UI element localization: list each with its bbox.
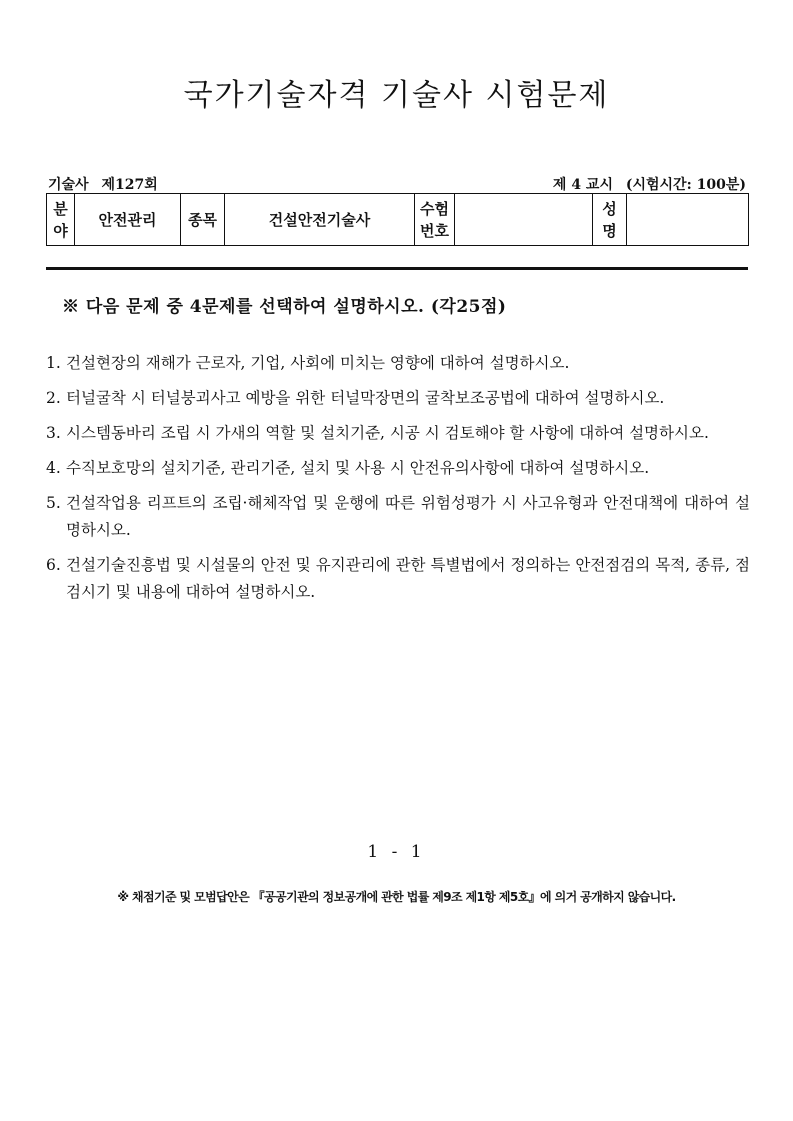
exam-info-row bbox=[47, 194, 749, 246]
exam-meta-right bbox=[553, 174, 746, 194]
page-number: 1 - 1 bbox=[367, 842, 426, 862]
question-text: 건설작업용 리프트의 조립·해체작업 및 운행에 따른 위험성평가 시 사고유형과 안전대책에 대하여 설명하시오. bbox=[66, 494, 750, 539]
instruction-text: ※ 다음 문제 중 4문제를 선택하여 설명하시오. (각25점) bbox=[62, 297, 507, 317]
page-title: 국가기술자격 기술사 시험문제 bbox=[183, 78, 610, 113]
question-text: 건설기술진흥법 및 시설물의 안전 및 유지관리에 관한 특별법에서 정의하는 안전점검의 목적, 종류, 점검시기 및 내용에 대하여 설명하시오. bbox=[66, 556, 750, 601]
exam-meta-row bbox=[48, 174, 748, 194]
category-value: 건설안전기술사 bbox=[225, 194, 415, 246]
exam-round: 제127회 bbox=[101, 177, 158, 193]
exam-session: 제 4 교시 bbox=[552, 177, 613, 193]
divider-line bbox=[46, 267, 748, 270]
question-item bbox=[46, 552, 750, 606]
question-text: 시스템동바리 조립 시 가새의 역할 및 설치기준, 시공 시 검토해야 할 사항에 대하여 설명하시오. bbox=[66, 424, 709, 442]
question-item bbox=[46, 455, 750, 482]
footer-notice: ※ 채점기준 및 모범답안은 『공공기관의 정보공개에 관한 법률 제9조 제1항 제5호』에 의거 공개하지 않습니다. bbox=[117, 890, 676, 904]
name-field[interactable] bbox=[627, 194, 749, 246]
question-text: 수직보호망의 설치기준, 관리기준, 설치 및 사용 시 안전유의사항에 대하여 설명하시오. bbox=[66, 459, 650, 477]
exam-time: (시험시간: 100분) bbox=[625, 177, 746, 193]
question-text: 터널굴착 시 터널붕괴사고 예방을 위한 터널막장면의 굴착보조공법에 대하여 설명하시오. bbox=[66, 389, 665, 407]
question-number: 3. bbox=[46, 424, 61, 442]
category-label: 종목 bbox=[181, 194, 225, 246]
exam-number-label: 수험번호 bbox=[415, 194, 455, 246]
question-text: 건설현장의 재해가 근로자, 기업, 사회에 미치는 영향에 대하여 설명하시오. bbox=[66, 354, 570, 372]
exam-type: 기술사 bbox=[48, 177, 89, 193]
exam-info-table bbox=[46, 193, 749, 246]
question-item bbox=[46, 385, 750, 412]
question-item bbox=[46, 420, 750, 447]
question-item bbox=[46, 350, 750, 377]
question-number: 5. bbox=[46, 494, 61, 512]
question-number: 4. bbox=[46, 459, 61, 477]
name-label: 성명 bbox=[593, 194, 627, 246]
question-number: 1. bbox=[46, 354, 61, 372]
exam-meta-left bbox=[48, 174, 166, 194]
question-number: 2. bbox=[46, 389, 61, 407]
question-list bbox=[46, 350, 750, 614]
field-value: 안전관리 bbox=[75, 194, 181, 246]
question-item bbox=[46, 490, 750, 544]
field-label: 분야 bbox=[47, 194, 75, 246]
question-number: 6. bbox=[46, 556, 61, 574]
exam-number-field[interactable] bbox=[455, 194, 593, 246]
